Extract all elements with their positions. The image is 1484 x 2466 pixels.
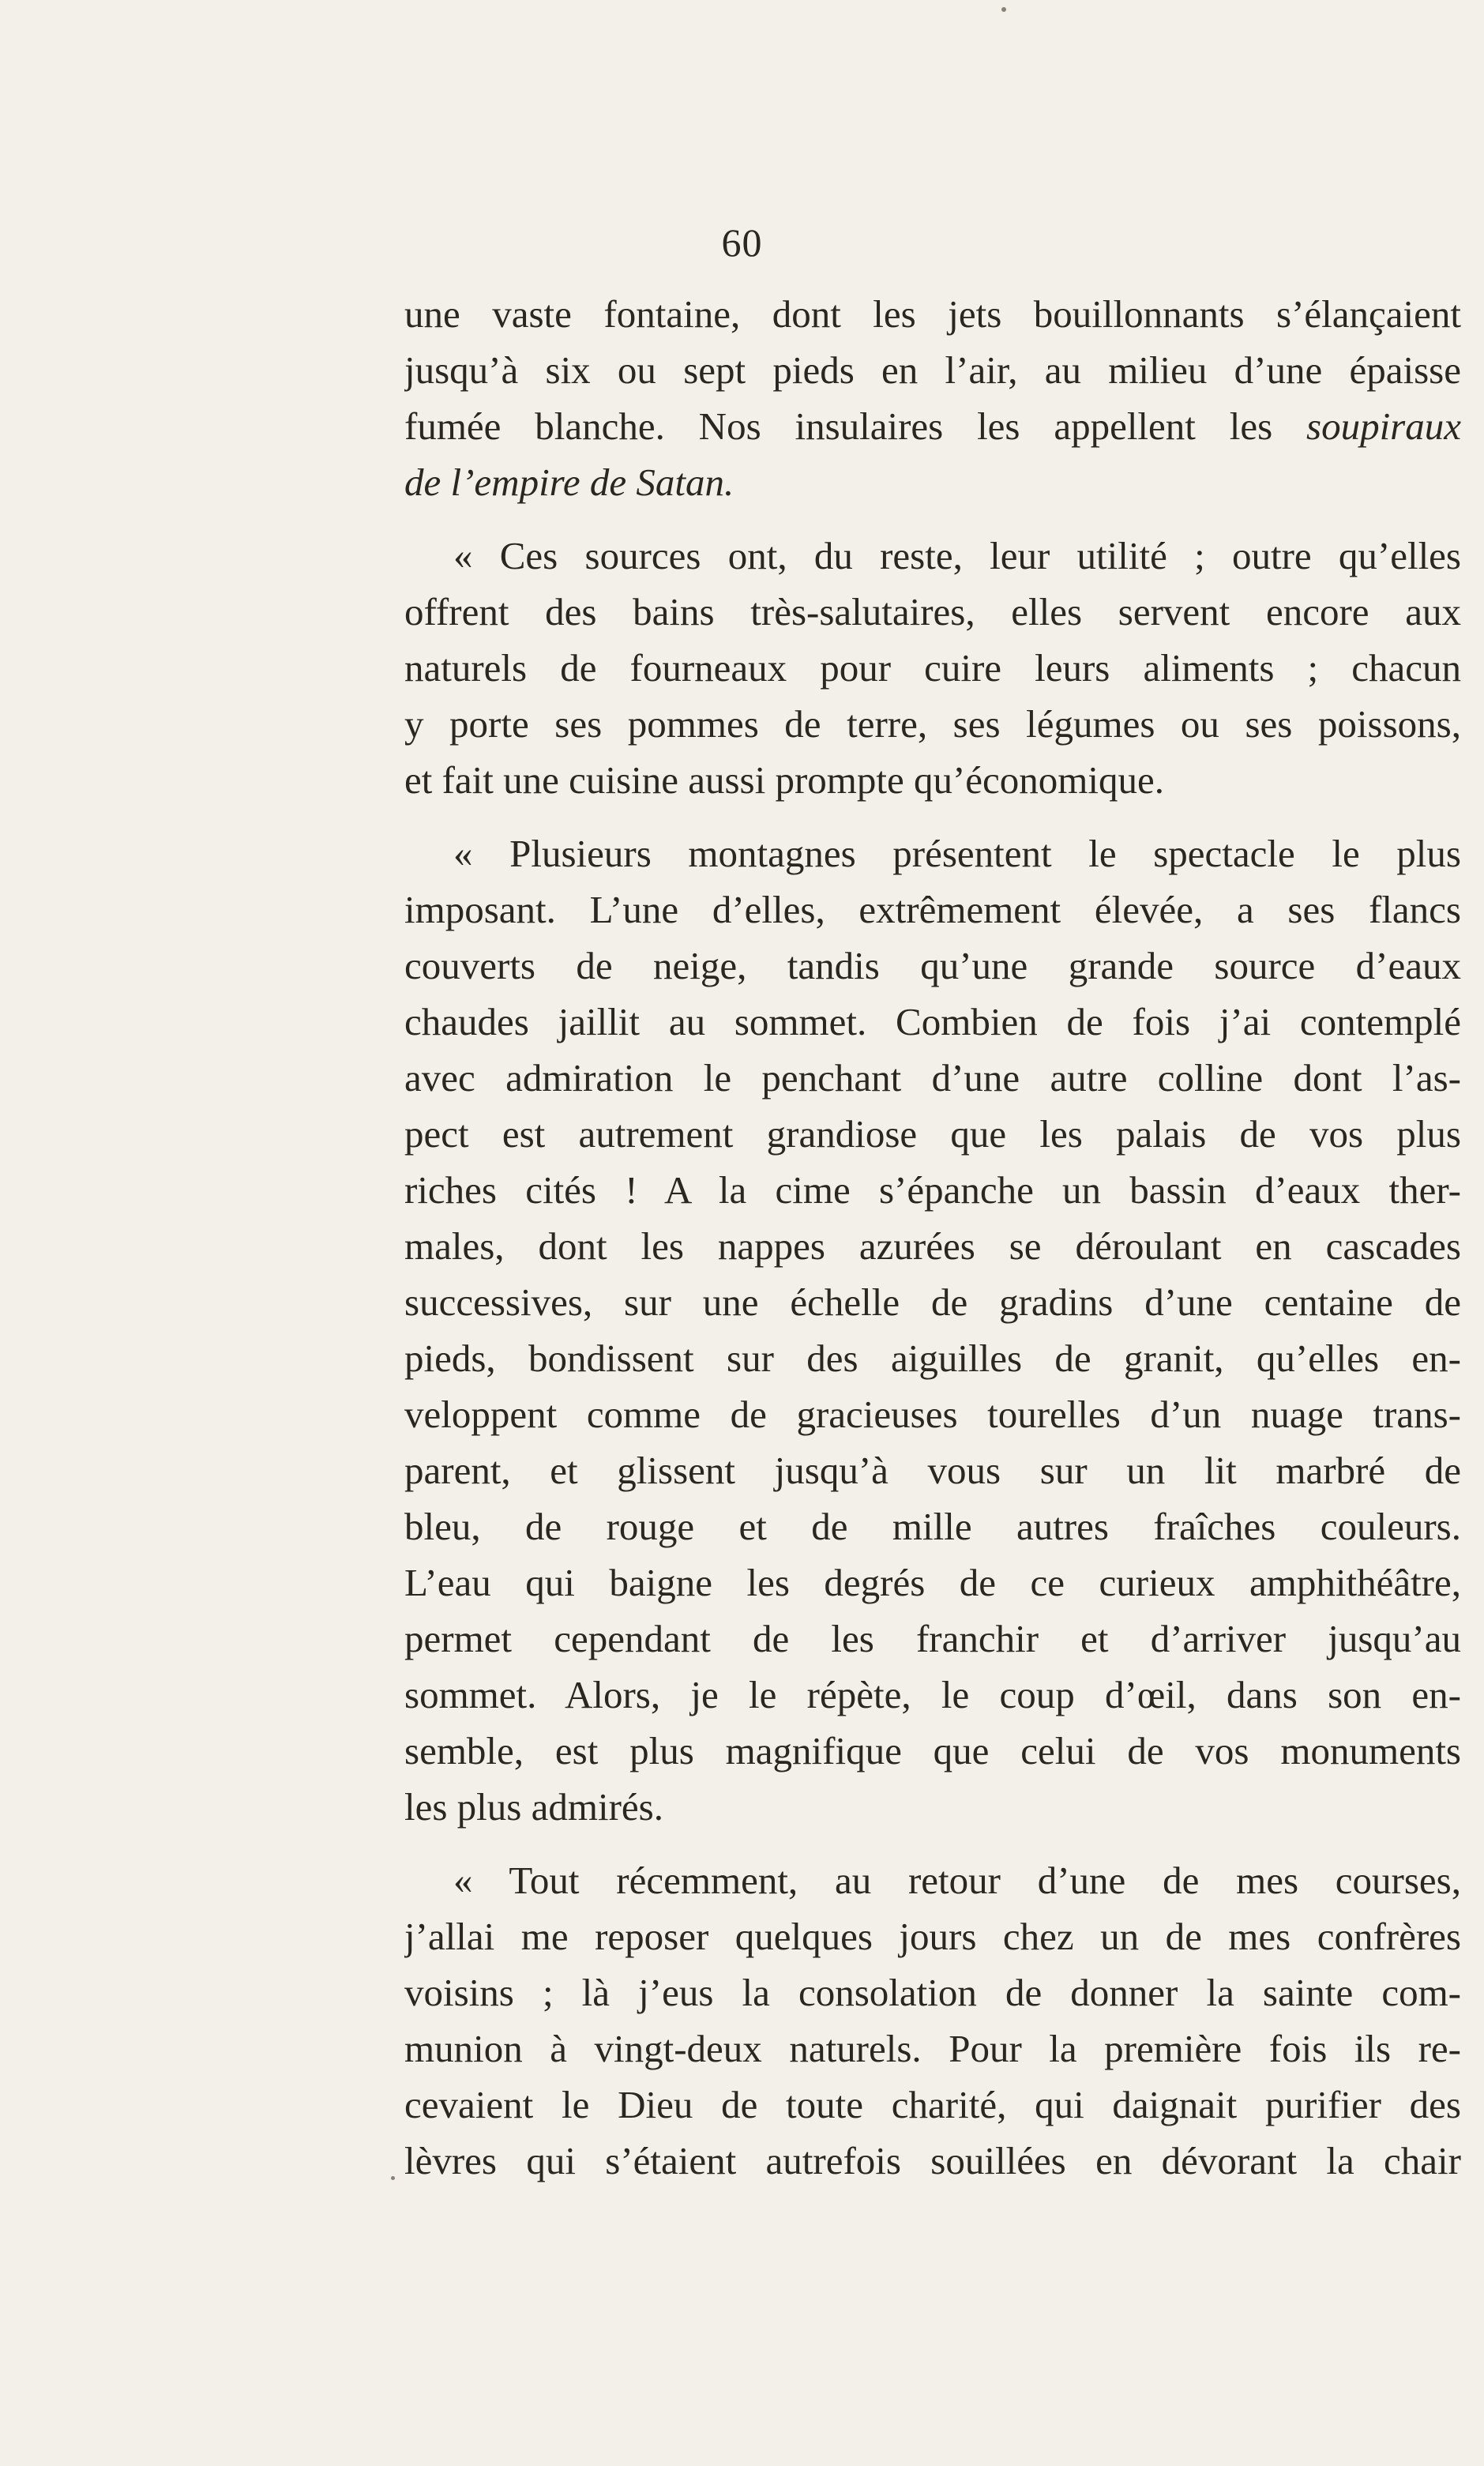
text-line: pect est autrement grandiose que les palais de vos plus: [404, 1112, 1461, 1156]
page-number: 60: [721, 220, 763, 265]
text-line: semble, est plus magnifique que celui de vos monuments: [404, 1729, 1461, 1772]
italic-term: de l’empire de Satan.: [404, 460, 734, 504]
text-line: veloppent comme de gracieuses tourelles d’un nuage trans-: [404, 1393, 1461, 1436]
text-line: « Plusieurs montagnes présentent le spectacle le plus: [453, 832, 1461, 875]
text-line: naturels de fourneaux pour cuire leurs aliments ; chacun: [404, 646, 1461, 690]
text-line: munion à vingt-deux naturels. Pour la première fois ils re-: [404, 2027, 1461, 2070]
italic-term: soupiraux: [1306, 404, 1461, 448]
text-line: successives, sur une échelle de gradins d’une centaine de: [404, 1280, 1461, 1324]
text-line: les plus admirés.: [404, 1785, 663, 1829]
text-line: parent, et glissent jusqu’à vous sur un lit marbré de: [404, 1449, 1461, 1492]
body-text: [404, 286, 1461, 2189]
text-line: L’eau qui baigne les degrés de ce curieux amphithéâtre,: [404, 1561, 1461, 1604]
text-line: jusqu’à six ou sept pieds en l’air, au milieu d’une épaisse: [404, 348, 1461, 392]
text-line: y porte ses pommes de terre, ses légumes ou ses poissons,: [404, 702, 1461, 746]
text-line: cevaient le Dieu de toute charité, qui daignait purifier des: [404, 2083, 1461, 2126]
text-line: [404, 398, 1461, 454]
text-line: « Tout récemment, au retour d’une de mes courses,: [453, 1859, 1461, 1902]
text-line: chaudes jaillit au sommet. Combien de fois j’ai contemplé: [404, 1000, 1461, 1043]
text-fragment: fumée blanche. Nos insulaires les appellent les: [404, 404, 1306, 448]
paragraph-4: [404, 1852, 1461, 2189]
paragraph-1: [404, 286, 1461, 510]
text-line: pieds, bondissent sur des aiguilles de granit, qu’elles en-: [404, 1336, 1461, 1380]
text-line: j’allai me reposer quelques jours chez un de mes confrères: [404, 1915, 1461, 1958]
text-line: une vaste fontaine, dont les jets bouillonnants s’élançaient: [404, 292, 1461, 336]
text-line: sommet. Alors, je le répète, le coup d’œil, dans son en-: [404, 1673, 1461, 1716]
text-line: [404, 454, 1461, 510]
text-line: « Ces sources ont, du reste, leur utilité ; outre qu’elles: [453, 534, 1461, 577]
paragraph-3: [404, 825, 1461, 1835]
paragraph-2: [404, 528, 1461, 808]
text-line: permet cependant de les franchir et d’arriver jusqu’au: [404, 1617, 1461, 1660]
text-line: couverts de neige, tandis qu’une grande source d’eaux: [404, 944, 1461, 987]
ink-speck: [391, 2176, 395, 2180]
text-line: offrent des bains très-salutaires, elles servent encore aux: [404, 590, 1461, 633]
text-line: avec admiration le penchant d’une autre colline dont l’as-: [404, 1056, 1461, 1100]
text-line: voisins ; là j’eus la consolation de donner la sainte com-: [404, 1971, 1461, 2014]
text-line: imposant. L’une d’elles, extrêmement élevée, a ses flancs: [404, 888, 1461, 931]
ink-speck: [1001, 7, 1006, 12]
text-line: males, dont les nappes azurées se déroulant en cascades: [404, 1224, 1461, 1268]
text-line: lèvres qui s’étaient autrefois souillées en dévorant la chair: [404, 2139, 1461, 2182]
text-line: riches cités ! A la cime s’épanche un bassin d’eaux ther-: [404, 1168, 1461, 1212]
text-line: et fait une cuisine aussi prompte qu’économique.: [404, 758, 1165, 802]
text-line: bleu, de rouge et de mille autres fraîches couleurs.: [404, 1505, 1461, 1548]
